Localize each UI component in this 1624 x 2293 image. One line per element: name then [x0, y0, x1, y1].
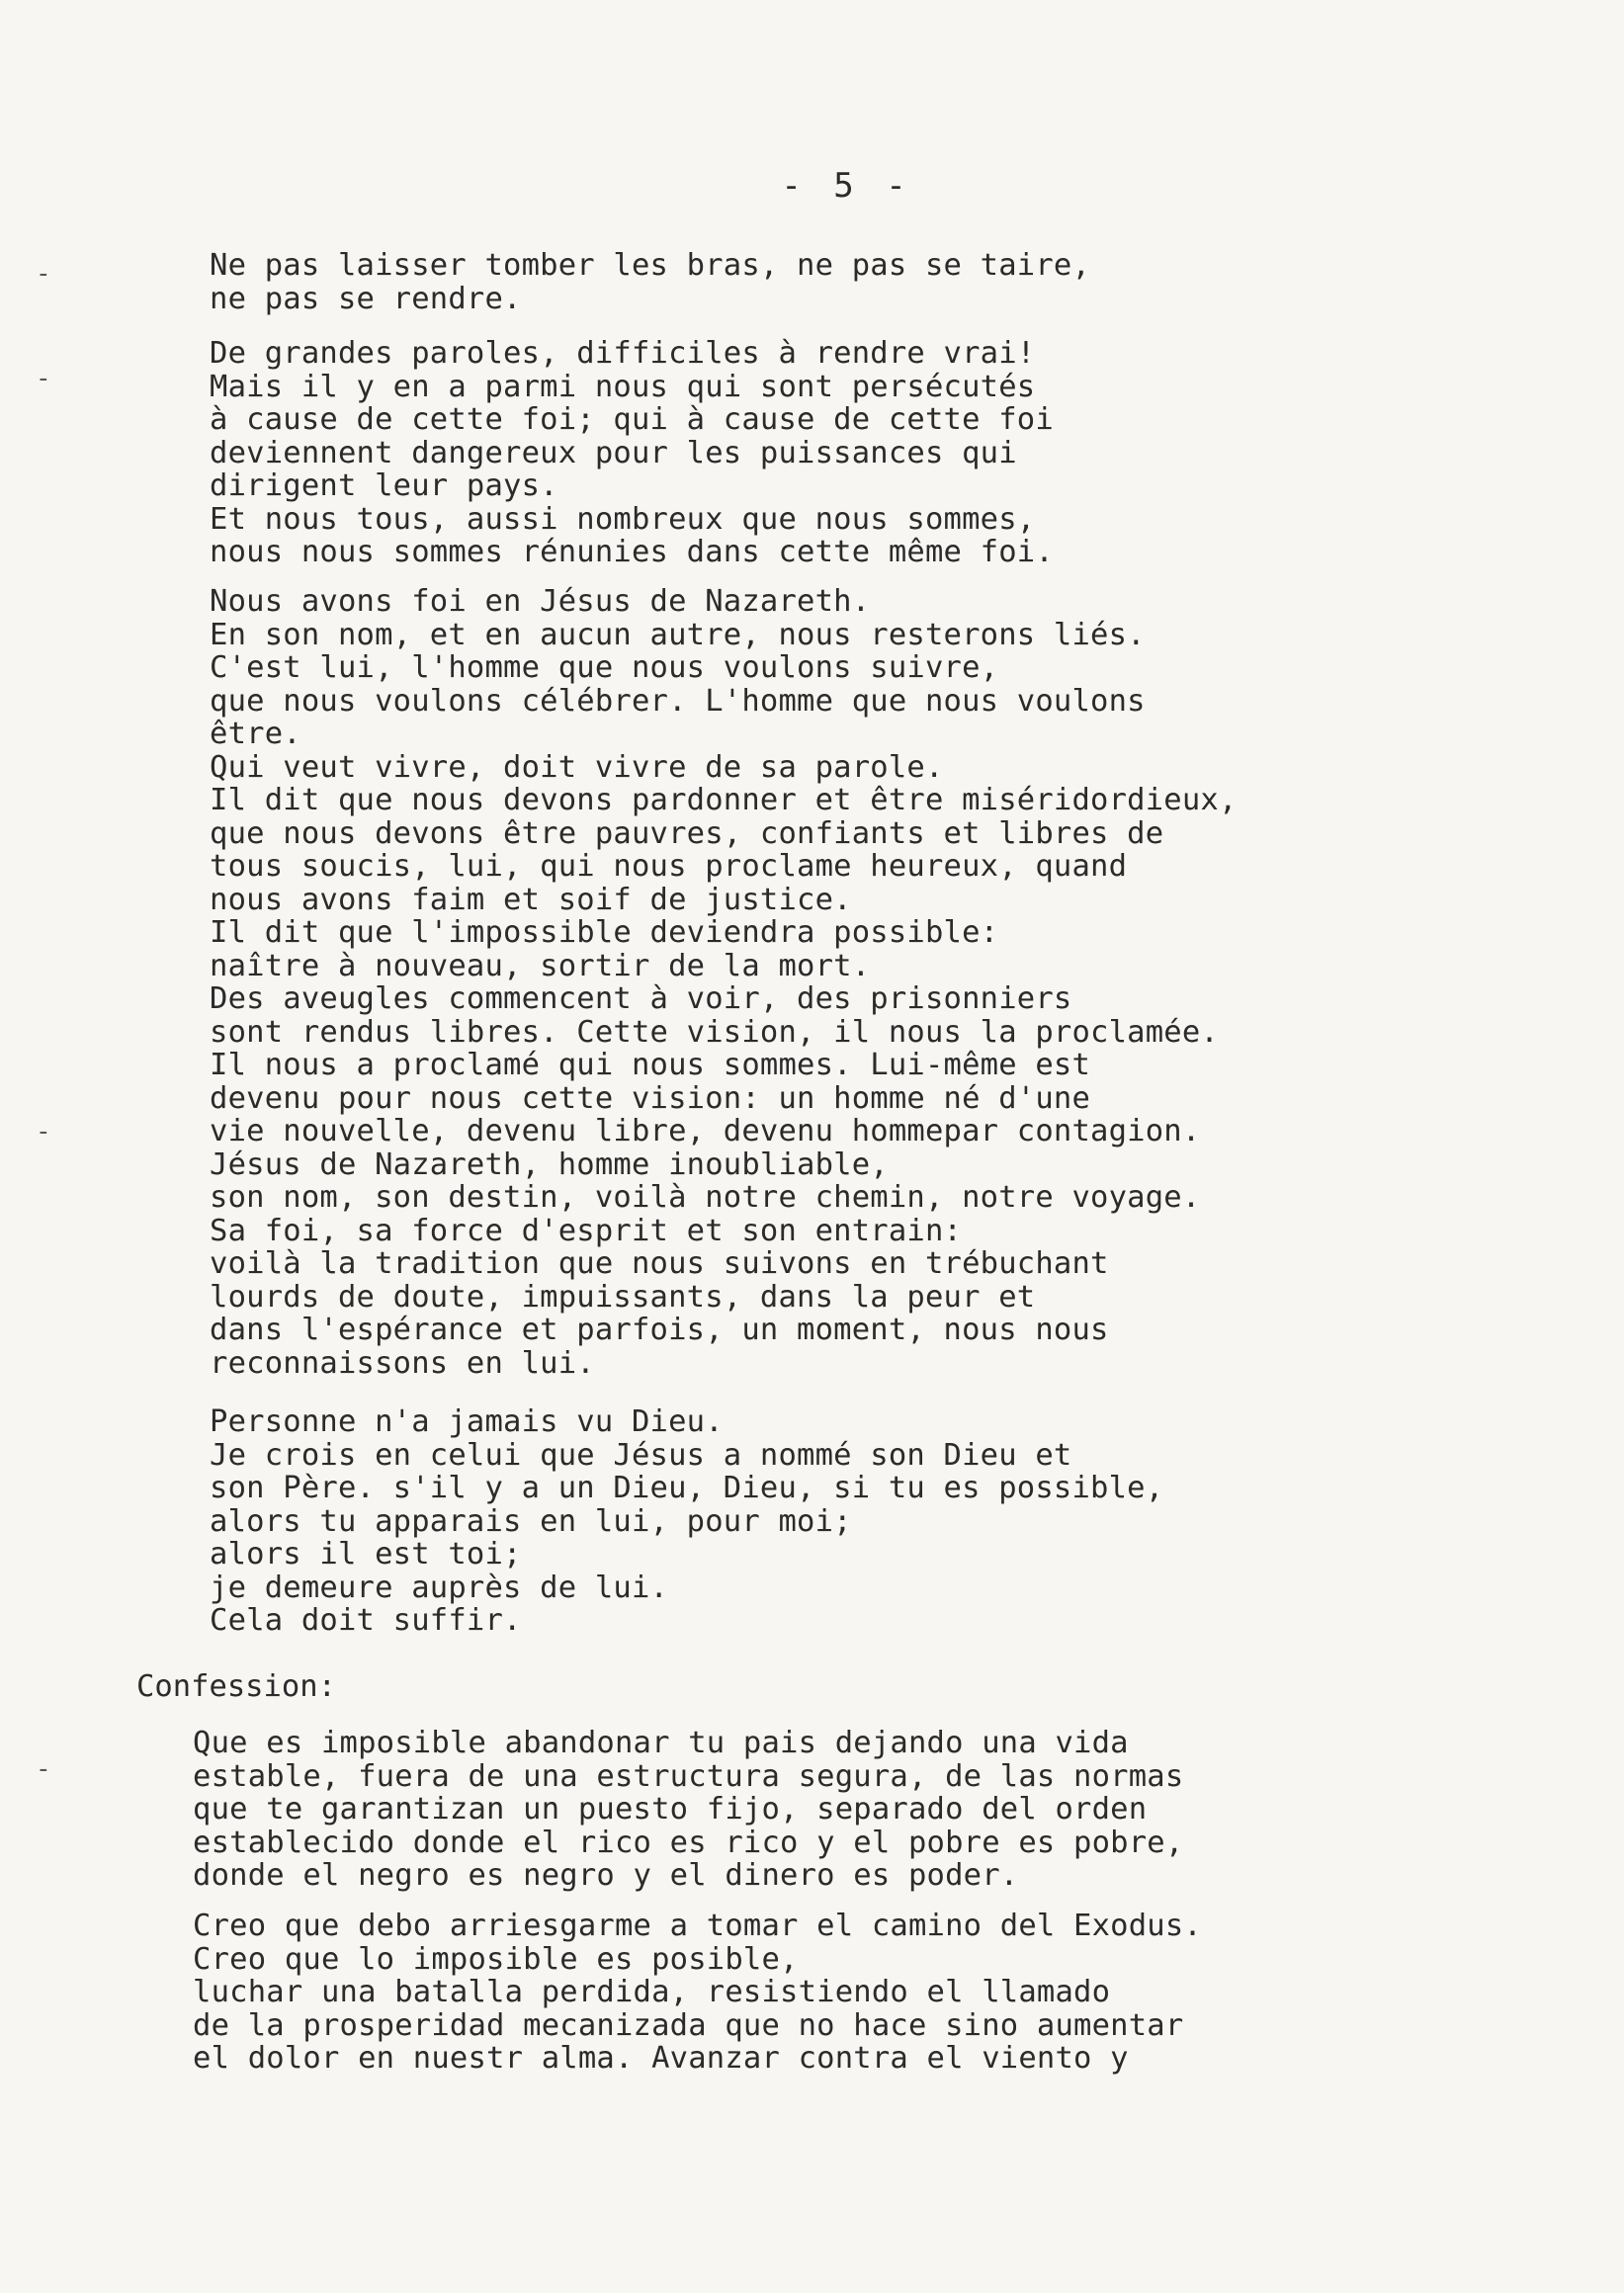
paragraph-fr-2: De grandes paroles, difficiles à rendre vrai! Mais il y en a parmi nous qui sont persécutés à cause de cette foi; qui à cause de cette foi deviennent dangereux pour les puissances qui dirigent leur pays. Et nous tous, aussi nombreux que nous sommes, nous nous sommes rénunies dans cette même foi.: [210, 336, 1054, 569]
section-heading: Confession:: [136, 1669, 336, 1704]
paragraph-fr-1: Ne pas laisser tomber les bras, ne pas se taire, ne pas se rendre.: [210, 248, 1091, 316]
paragraph-fr-4: Personne n'a jamais vu Dieu. Je crois en celui que Jésus a nommé son Dieu et son Père. s'il y a un Dieu, Dieu, si tu es possible, alors tu apparais en lui, pour moi; alors il est toi; je demeure auprès de lui. Cela doit suffir.: [210, 1404, 1164, 1638]
margin-mark: -: [36, 364, 51, 393]
paragraph-fr-3: Nous avons foi en Jésus de Nazareth. En son nom, et en aucun autre, nous resterons liés. C'est lui, l'homme que nous voulons suivre, que nous voulons célébrer. L'homme que nous voulons être. Qui veut vivre, doit vivre de sa parole. Il dit que nous devons pardonner et être miséridordieux, que nous devons être pauvres, confiants et libres de tous soucis, lui, qui nous proclame heureux, quand nous avons faim et soif de justice. Il dit que l'impossible deviendra possible: naître à nouveau, sortir de la mort. Des aveugles commencent à voir, des prisonniers sont rendus libres. Cette vision, il nous la proclamée. Il nous a proclamé qui nous sommes. Lui-même est devenu pour nous cette vision: un homme né d'une vie nouvelle, devenu libre, devenu hommepar contagion. Jésus de Nazareth, homme inoubliable, son nom, son destin, voilà notre chemin, notre voyage. Sa foi, sa force d'esprit et son entrain: voilà la tradition que nous suivons en trébuchant lourds de doute, impuissants, dans la peur et dans l'espérance et parfois, un moment, nous nous reconnaissons en lui.: [210, 584, 1238, 1381]
paragraph-es-2: Creo que debo arriesgarme a tomar el camino del Exodus. Creo que lo imposible es posible, luchar una batalla perdida, resistiendo el llamado de la prosperidad mecanizada que no hace sino aumentar el dolor en nuestr alma. Avanzar contra el viento y: [193, 1909, 1202, 2076]
margin-mark: -: [36, 1754, 51, 1784]
paragraph-es-1: Que es imposible abandonar tu pais dejando una vida estable, fuera de una estructura segura, de las normas que te garantizan un puesto fijo, separado del orden establecido donde el rico es rico y el pobre es pobre, donde el negro es negro y el dinero es poder.: [193, 1726, 1184, 1893]
margin-mark: -: [36, 1117, 51, 1146]
margin-mark: -: [36, 259, 51, 289]
page-number: - 5 -: [781, 166, 912, 206]
